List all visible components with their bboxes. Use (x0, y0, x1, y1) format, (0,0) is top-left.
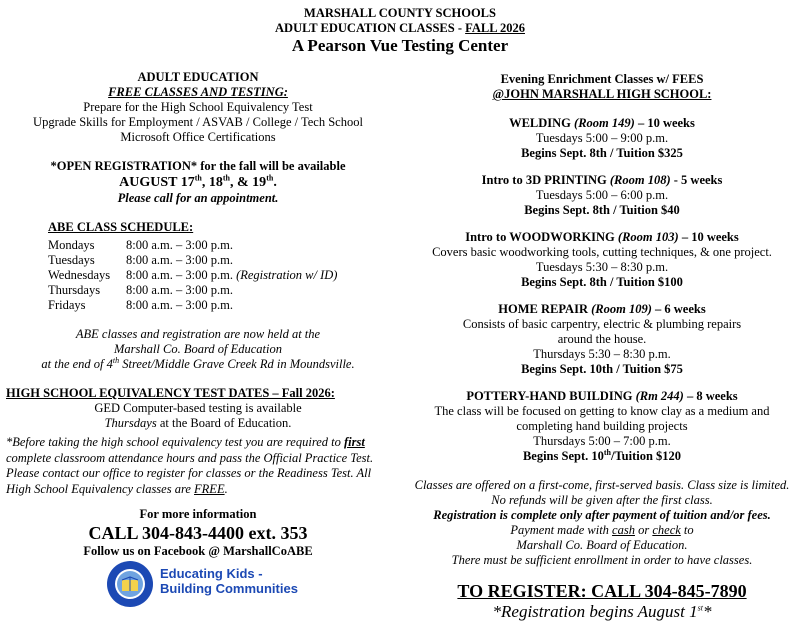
class-title (410, 116, 794, 131)
ged-line-2 (6, 416, 390, 431)
schedule-row (48, 253, 390, 268)
header-org: MARSHALL COUNTY SCHOOLS (304, 6, 496, 20)
begins-b: /Tuition $120 (610, 449, 682, 463)
class-description: The class will be focused on getting to know clay as a medium and (434, 404, 770, 418)
payment-a: Payment made with (510, 523, 613, 537)
class-schedule: Tuesdays 5:00 – 6:00 p.m. (535, 188, 669, 202)
schedule-table (48, 238, 390, 313)
class-woodworking (410, 230, 794, 290)
date-end: . (273, 175, 277, 190)
payee: Marshall Co. Board of Education. (516, 538, 688, 552)
class-name: HOME REPAIR (498, 302, 588, 316)
offer-line-3: Microsoft Office Certifications (120, 130, 276, 144)
schedule-time: 8:00 a.m. – 3:00 p.m. (126, 283, 233, 297)
reg-sup: st (697, 603, 703, 613)
class-description: around the house. (557, 332, 647, 346)
class-begins (410, 449, 794, 464)
class-home-repair (410, 302, 794, 377)
header-testing-center: A Pearson Vue Testing Center (291, 36, 509, 55)
date-sup-1: th (194, 173, 202, 183)
location-3a: at the end of 4 (41, 357, 113, 371)
note-end: . (224, 481, 228, 496)
date-sup-3: th (266, 173, 274, 183)
header-program-prefix: ADULT EDUCATION CLASSES - (275, 21, 466, 35)
enrollment-note: There must be sufficient enrollment in order to have classes. (451, 553, 753, 567)
payment-method (410, 523, 794, 538)
register-phone[interactable]: TO REGISTER: CALL 304-845-7890 (457, 581, 747, 601)
class-begins: Begins Sept. 8th / Tuition $40 (524, 203, 680, 217)
begins-sup: th (603, 447, 611, 457)
schedule-note: (Registration w/ ID) (236, 268, 338, 282)
class-room: (Room 109) (591, 302, 652, 316)
appointment-note: Please call for an appointment. (117, 191, 279, 205)
policy-text: Classes are offered on a first-come, first-served basis. Class size is limited. No refunds will be given after the first class. (414, 478, 790, 507)
location-line-2: Marshall Co. Board of Education (114, 342, 282, 356)
schedule-day: Wednesdays (48, 268, 111, 282)
class-title (410, 389, 794, 404)
class-pottery (410, 389, 794, 464)
date-august: AUGUST 17 (119, 175, 195, 190)
location-line-1: ABE classes and registration are now held at the (75, 327, 321, 341)
ged-line-1: GED Computer-based testing is available (94, 401, 302, 415)
open-registration: *OPEN REGISTRATION* for the fall will be available (50, 159, 346, 173)
class-description: Consists of basic carpentry, electric & plumbing repairs (462, 317, 742, 331)
free-classes-title: FREE CLASSES AND TESTING: (108, 85, 288, 99)
class-name: WELDING (509, 116, 571, 130)
schedule-day: Tuesdays (48, 253, 95, 267)
class-begins: Begins Sept. 10th / Tuition $75 (521, 362, 683, 376)
schedule-day: Thursdays (48, 283, 101, 297)
slogan-line-2: Building Communities (160, 581, 298, 596)
schedule-time: 8:00 a.m. – 3:00 p.m. (126, 253, 233, 267)
class-room: (Room 103) (617, 230, 679, 244)
ged-thursdays: Thursdays (104, 416, 157, 430)
slogan-line-1: Educating Kids - (160, 566, 263, 581)
more-info: For more information (139, 507, 257, 521)
registration-begins (410, 602, 794, 622)
class-room: (Room 149) (574, 116, 635, 130)
note-free: FREE (194, 481, 225, 496)
class-title (410, 302, 794, 317)
class-duration: - 5 weeks (670, 173, 723, 187)
schedule-time: 8:00 a.m. – 3:00 p.m. (126, 268, 233, 282)
note-part-a: *Before taking the high school equivalency test you are required to (6, 435, 344, 449)
right-column (410, 72, 794, 622)
enrichment-location: @JOHN MARSHALL HIGH SCHOOL: (492, 87, 712, 101)
class-schedule: Tuesdays 5:00 – 9:00 p.m. (535, 131, 669, 145)
class-welding (410, 116, 794, 161)
class-duration: – 8 weeks (683, 389, 738, 403)
schedule-time: 8:00 a.m. – 3:00 p.m. (126, 298, 233, 312)
schedule-row (48, 238, 390, 253)
payment-cash: cash (612, 523, 635, 537)
payment-check: check (652, 523, 681, 537)
class-duration: – 10 weeks (678, 230, 739, 244)
schedule-title: ABE CLASS SCHEDULE: (48, 220, 194, 234)
class-duration: – 10 weeks (634, 116, 695, 130)
enrichment-title: Evening Enrichment Classes w/ FEES (500, 72, 704, 86)
payment-policy: Registration is complete only after payment of tuition and/or fees. (433, 508, 771, 522)
reg-begins: *Registration begins August 1 (492, 602, 698, 621)
class-schedule: Tuesdays 5:30 – 8:30 p.m. (535, 260, 669, 274)
reg-end: * (702, 602, 712, 621)
begins-a: Begins Sept. 10 (522, 449, 604, 463)
class-room: (Rm 244) (635, 389, 684, 403)
header-program (0, 21, 800, 36)
facebook-link[interactable]: Follow us on Facebook @ MarshallCoABE (83, 544, 313, 558)
call-abe-phone[interactable]: CALL 304-843-4400 ext. 353 (88, 523, 308, 543)
marshall-county-schools-logo (106, 560, 154, 608)
schedule-row (48, 298, 390, 313)
location-line-3 (6, 357, 390, 372)
class-begins: Begins Sept. 8th / Tuition $100 (521, 275, 683, 289)
ged-rest: at the Board of Education. (156, 416, 292, 430)
registration-dates (6, 174, 390, 191)
schedule-row (48, 283, 390, 298)
date-sup-2: th (222, 173, 231, 183)
class-3d-printing (410, 173, 794, 218)
class-duration: – 6 weeks (651, 302, 706, 316)
offer-line-1: Prepare for the High School Equivalency Test (83, 100, 313, 114)
class-name: Intro to 3D PRINTING (481, 173, 607, 187)
class-name: Intro to WOODWORKING (465, 230, 615, 244)
class-begins: Begins Sept. 8th / Tuition $325 (521, 146, 683, 160)
class-schedule: Thursdays 5:00 – 7:00 p.m. (533, 434, 671, 448)
hse-title: HIGH SCHOOL EQUIVALENCY TEST DATES – Fall 2026: (6, 386, 335, 400)
note-part-b: complete classroom attendance hours and pass the Official Practice Test. Please contact our office to register for classes or the Readiness Test. All High School Equivalency classes are (6, 450, 374, 496)
left-column (6, 70, 390, 559)
schedule-day: Mondays (48, 238, 95, 252)
header-term: FALL 2026 (465, 21, 525, 35)
schedule-day: Fridays (48, 298, 86, 312)
date-third: , & 19 (230, 175, 267, 190)
class-description: completing hand building projects (516, 419, 688, 433)
class-title (410, 173, 794, 188)
class-description: Covers basic woodworking tools, cutting techniques, & one project. (432, 245, 772, 259)
date-second: , 18 (201, 175, 223, 190)
payment-to: to (680, 523, 694, 537)
adult-ed-title: ADULT EDUCATION (137, 70, 259, 84)
class-title (410, 230, 794, 245)
location-3b: Street/Middle Grave Creek Rd in Moundsville. (119, 357, 355, 371)
class-name: POTTERY-HAND BUILDING (466, 389, 633, 403)
hse-requirement-note (6, 435, 390, 497)
schedule-row (48, 268, 390, 283)
slogan (160, 566, 298, 596)
header (0, 6, 800, 56)
location-sup: th (112, 355, 120, 365)
class-schedule: Thursdays 5:30 – 8:30 p.m. (533, 347, 671, 361)
offer-line-2: Upgrade Skills for Employment / ASVAB / College / Tech School (33, 115, 363, 129)
note-first: first (344, 435, 365, 449)
payment-or: or (634, 523, 653, 537)
schedule-time: 8:00 a.m. – 3:00 p.m. (126, 238, 233, 252)
class-room: (Room 108) (609, 173, 671, 187)
